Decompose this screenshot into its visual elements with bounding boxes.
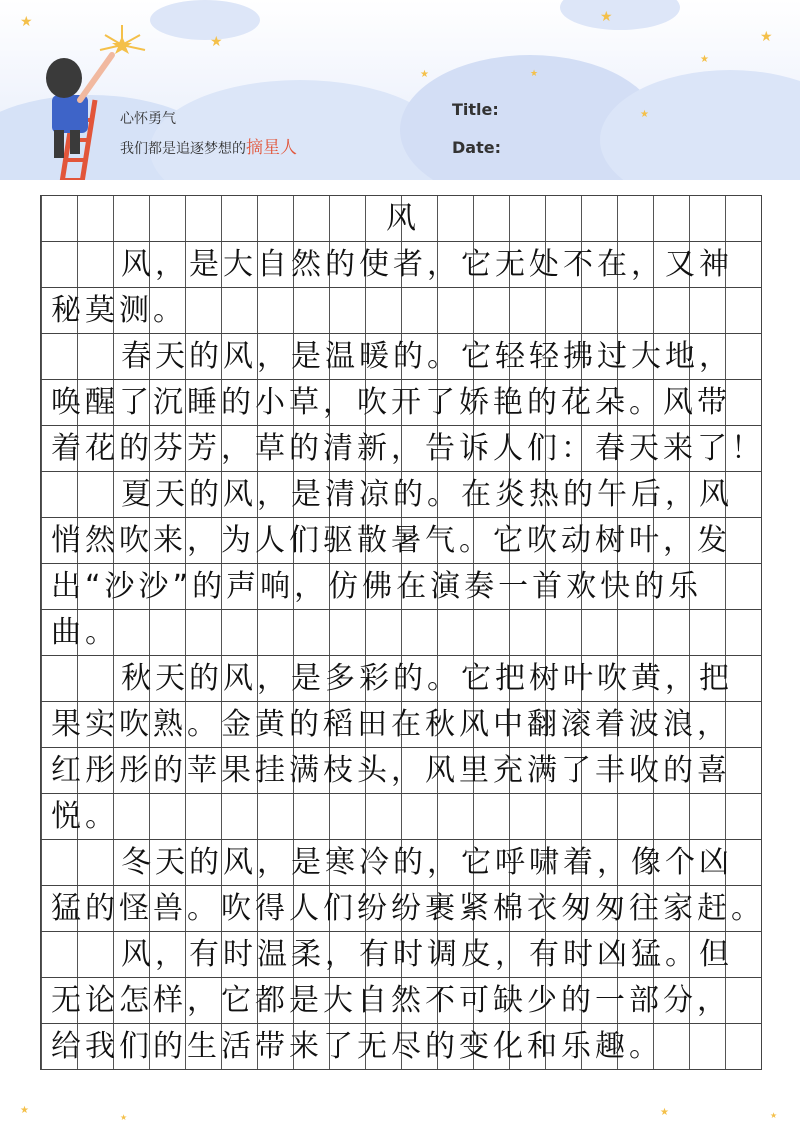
essay-line: 夏天的风，是清凉的。在炎热的午后，风 (121, 477, 733, 512)
grid-row (41, 1024, 761, 1070)
star-icon: ★ (530, 69, 539, 79)
star-icon: ★ (660, 1107, 669, 1118)
grid-row (41, 242, 761, 288)
grid-row (41, 380, 761, 426)
star-icon: ★ (760, 29, 773, 45)
essay-line: 悦。 (51, 799, 119, 834)
slogan-prefix: 我们都是追逐梦想的 (120, 141, 246, 157)
grid-row (41, 932, 761, 978)
grid-paper (40, 195, 765, 1070)
header-banner (0, 0, 800, 180)
grid-row (41, 886, 765, 932)
essay-line: 果实吹熟。金黄的稻田在秋风中翻滚着波浪， (51, 707, 731, 742)
slogan-highlight: 摘星人 (246, 138, 297, 158)
grid-row (41, 978, 761, 1024)
essay-line: 风，有时温柔，有时调皮，有时凶猛。但 (121, 937, 733, 972)
grid-row (41, 748, 761, 794)
essay-line: 出“沙沙”的声响，仿佛在演奏一首欢快的乐 (51, 569, 703, 604)
title-label: Title: (452, 100, 499, 119)
essay-line: 唤醒了沉睡的小草，吹开了娇艳的花朵。风带 (51, 385, 731, 420)
grid-row (41, 334, 761, 380)
star-icon: ★ (120, 1113, 128, 1122)
essay-line: 冬天的风，是寒冷的，它呼啸着，像个凶 (121, 845, 733, 880)
essay-line: 红彤彤的苹果挂满枝头，风里充满了丰收的喜 (51, 753, 731, 788)
star-icon: ★ (700, 54, 709, 65)
grid-row (41, 840, 761, 886)
star-icon: ★ (770, 1111, 778, 1120)
star-icon: ★ (600, 9, 613, 25)
essay-title: 风 (386, 201, 416, 236)
star-icon: ★ (210, 34, 223, 50)
grid-row (41, 656, 761, 702)
grid-row (41, 564, 761, 610)
grid-row (41, 794, 761, 840)
essay-line: 着花的芬芳，草的清新，告诉人们：春天来了！ (51, 431, 765, 466)
essay-line: 猛的怪兽。吹得人们纷纷裹紧棉衣匆匆往家赶。 (51, 891, 765, 926)
slogan-line-1: 心怀勇气 (120, 111, 176, 127)
essay-line: 给我们的生活带来了无尽的变化和乐趣。 (51, 1029, 663, 1064)
star-icon: ★ (640, 109, 649, 120)
grid-row (41, 610, 761, 656)
star-icon: ★ (420, 69, 429, 80)
essay-line: 秋天的风，是多彩的。它把树叶吹黄，把 (121, 661, 733, 696)
essay-line: 秘莫测。 (51, 293, 187, 328)
grid-row (41, 288, 761, 334)
essay-line: 春天的风，是温暖的。它轻轻拂过大地， (121, 339, 733, 374)
essay-line: 悄然吹来，为人们驱散暑气。它吹动树叶，发 (51, 523, 731, 558)
slogan-line-2 (120, 133, 297, 158)
grid-row (41, 426, 765, 472)
grid-row (41, 195, 761, 242)
essay-line: 无论怎样，它都是大自然不可缺少的一部分， (51, 983, 731, 1018)
grid-row (41, 518, 761, 564)
star-icon: ★ (20, 1105, 29, 1116)
grid-row (41, 472, 761, 518)
essay-line: 曲。 (51, 615, 119, 650)
essay-line: 风，是大自然的使者，它无处不在，又神 (121, 247, 733, 282)
grid-row (41, 702, 761, 748)
footer-decoration (0, 1100, 800, 1131)
date-label: Date: (452, 138, 501, 157)
star-icon: ★ (20, 14, 33, 30)
